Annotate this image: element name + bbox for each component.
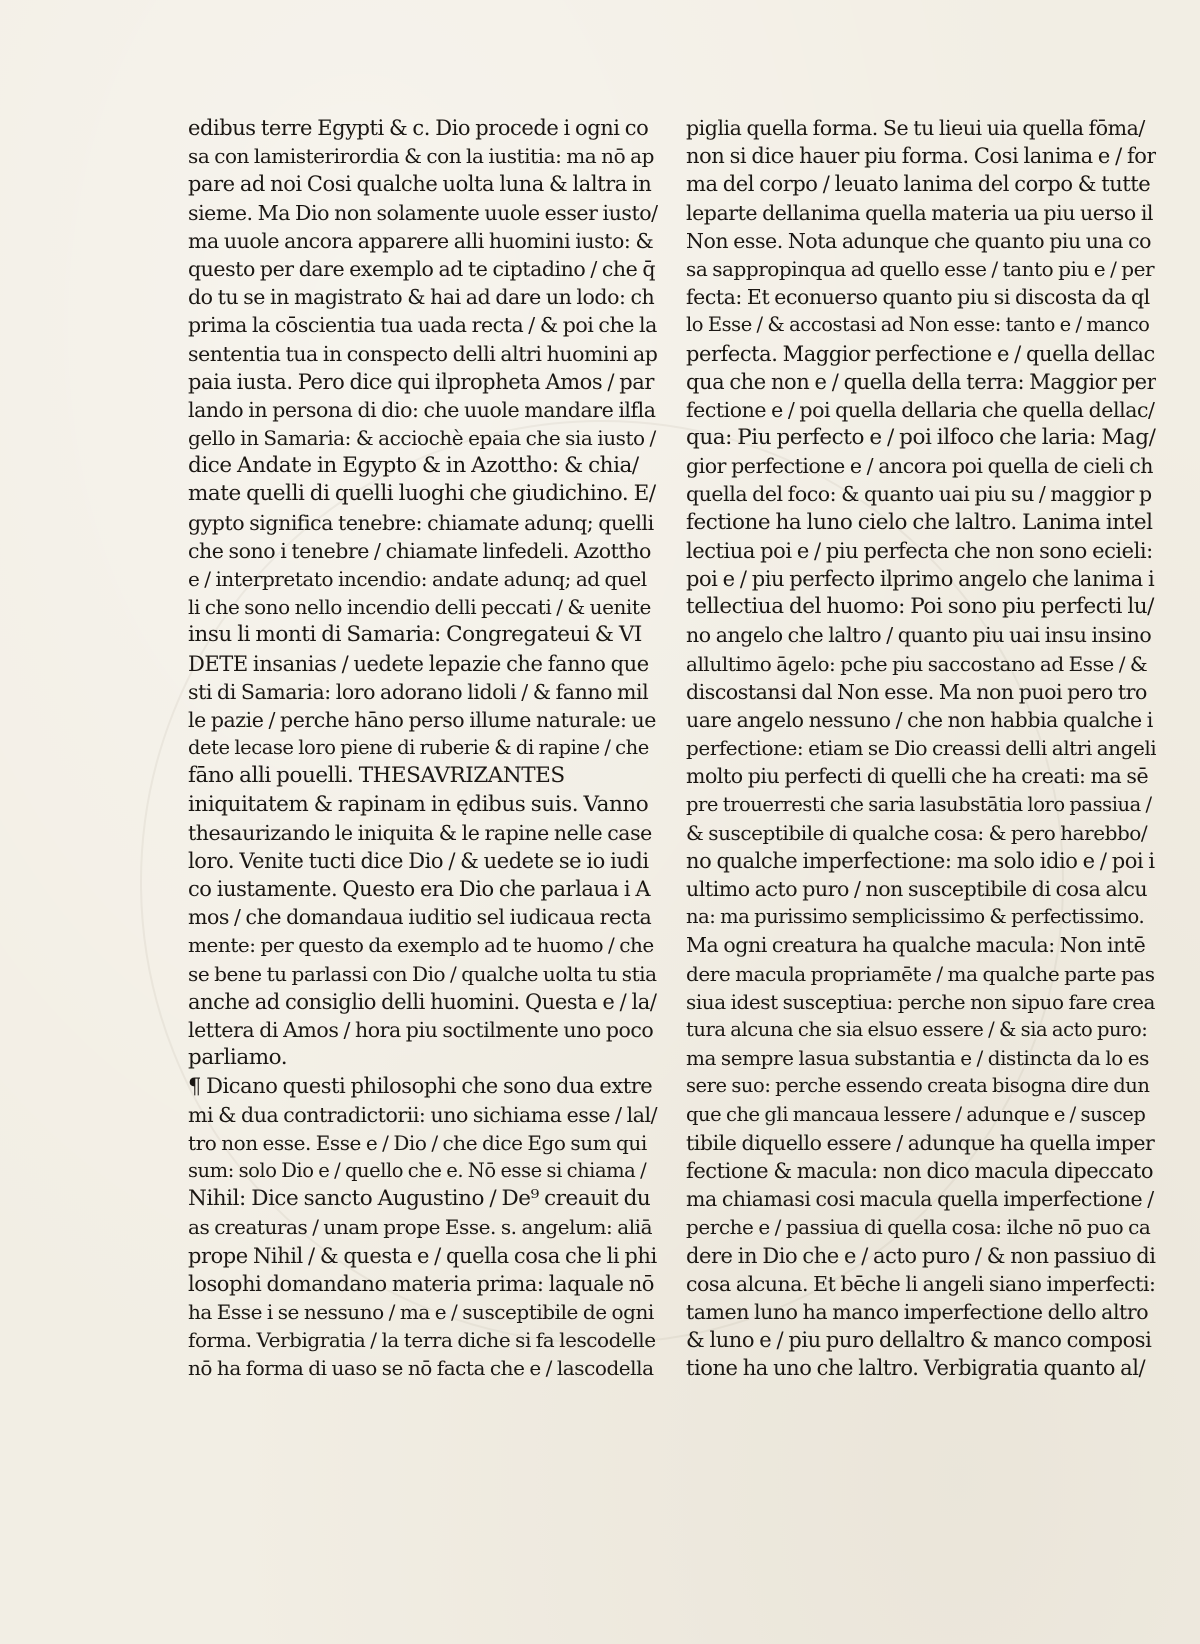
- text-line: no qualche imperfectione: ma solo idio e / poi i: [686, 848, 1155, 873]
- text-line: loro. Venite tucti dice Dio / & uedete se io iudi: [188, 848, 649, 873]
- text-line: insu li monti di Samaria: Congregateui & VI: [188, 622, 642, 648]
- text-line: ma chiamasi cosi macula quella imperfectione /: [686, 1187, 1154, 1212]
- text-line: e / interpretato incendio: andate adunq; ad quel: [188, 567, 647, 591]
- text-line: piglia quella forma. Se tu lieui uia quella fōma/: [686, 116, 1145, 140]
- text-line: perche e / passiua di quella cosa: ilche nō puo ca: [686, 1215, 1151, 1240]
- text-line: na: ma purissimo semplicissimo & perfectissimo.: [686, 905, 1145, 929]
- text-line: sa con lamisterirordia & con la iustitia: ma nō ap: [188, 144, 654, 169]
- text-line: co iustamente. Questo era Dio che parlaua i A: [188, 877, 651, 902]
- text-line: fecta: Et econuerso quanto piu si discosta da ql: [686, 285, 1150, 310]
- text-line: poi e / piu perfecto ilprimo angelo che lanima i: [686, 567, 1155, 591]
- text-line: gypto significa tenebre: chiamate adunq; quelli: [188, 510, 654, 535]
- text-line: tibile diquello essere / adunque ha quella imper: [686, 1130, 1155, 1155]
- text-line: iniquitatem & rapinam in ędibus suis. Vanno: [188, 791, 649, 817]
- text-line: losophi domandano materia prima: laquale nō: [188, 1271, 654, 1296]
- text-line: lettera di Amos / hora piu soctilmente uno poco: [188, 1018, 654, 1042]
- text-line: fectione e / poi quella dellaria che quella dellac/: [686, 397, 1155, 422]
- text-line: mente: per questo da exemplo ad te huomo / che: [188, 933, 654, 958]
- text-line: prima la cōscientia tua uada recta / & poi che la: [188, 313, 657, 338]
- text-line: do tu se in magistrato & hai ad dare un lodo: ch: [188, 285, 655, 310]
- text-line: molto piu perfecti di quelli che ha creati: ma sē: [686, 764, 1149, 789]
- text-line: discostansi dal Non esse. Ma non puoi pero tro: [686, 679, 1147, 704]
- text-line: fectione & macula: non dico macula dipeccato: [686, 1158, 1154, 1183]
- text-line: mate quelli di quelli luoghi che giudichino. E/: [188, 481, 656, 507]
- text-line: fectione ha luno cielo che laltro. Lanima intel: [686, 509, 1153, 535]
- text-line: dice Andate in Egypto & in Azottho: & chia/: [188, 453, 639, 479]
- text-line: thesaurizando le iniquita & le rapine nelle case: [188, 820, 652, 845]
- text-line: lo Esse / & accostasi ad Non esse: tanto e / manco: [686, 313, 1150, 337]
- text-line: sum: solo Dio e / quello che e. Nō esse si chiama /: [188, 1158, 647, 1182]
- text-line: ultimo acto puro / non susceptibile di cosa alcu: [686, 877, 1148, 902]
- text-line: leparte dellanima quella materia ua piu uerso il: [686, 200, 1154, 225]
- text-line: & luno e / piu puro dellaltro & manco composi: [686, 1328, 1152, 1353]
- text-line: lando in persona di dio: che uuole mandare ilfla: [188, 397, 656, 422]
- text-line: ma del corpo / leuato lanima del corpo & tutte: [686, 172, 1151, 197]
- text-line: prope Nihil / & questa e / quella cosa che li phi: [188, 1243, 657, 1268]
- text-line: tamen luno ha manco imperfectione dello altro: [686, 1299, 1149, 1324]
- text-line: uare angelo nessuno / che non habbia qualche i: [686, 707, 1153, 732]
- text-line: parliamo.: [188, 1045, 288, 1071]
- text-line: ma sempre lasua substantia e / distincta da lo es: [686, 1046, 1149, 1071]
- text-line: sti di Samaria: loro adorano lidoli / & fanno mil: [188, 679, 649, 704]
- text-line: li che sono nello incendio delli peccati / & uenite: [188, 595, 651, 620]
- text-line: forma. Verbigratia / la terra diche si fa lescodelle: [188, 1328, 656, 1353]
- left-text-column: [188, 114, 658, 1382]
- text-line: ha Esse i se nessuno / ma e / susceptibile de ogni: [188, 1299, 654, 1324]
- text-line: tellectiua del huomo: Poi sono piu perfecti lu/: [686, 594, 1154, 620]
- text-line: pare ad noi Cosi qualche uolta luna & laltra in: [188, 172, 652, 197]
- text-line: qua: Piu perfecto e / poi ilfoco che laria: Mag/: [686, 425, 1156, 451]
- text-line: & susceptibile di qualche cosa: & pero harebbo/: [686, 820, 1148, 845]
- text-line: Nihil: Dice sancto Augustino / De⁹ creauit du: [188, 1186, 651, 1212]
- text-line: tura alcuna che sia elsuo essere / & sia acto puro:: [686, 1018, 1148, 1041]
- text-line: tro non esse. Esse e / Dio / che dice Ego sum qui: [188, 1130, 647, 1155]
- text-line: DETE insanias / uedete lepazie che fanno que: [188, 651, 649, 676]
- text-line: pre trouerresti che saria lasubstātia loro passiua /: [686, 792, 1152, 816]
- text-line: nō ha forma di uaso se nō facta che e / lascodella: [188, 1356, 654, 1381]
- text-line: qua che non e / quella della terra: Maggior per: [686, 369, 1156, 394]
- text-line: ma uuole ancora apparere alli huomini iusto: &: [188, 228, 654, 253]
- text-line: se bene tu parlassi con Dio / qualche uolta tu stia: [188, 961, 657, 986]
- text-line: que che gli mancaua lessere / adunque e / suscep: [686, 1102, 1146, 1126]
- text-line: sere suo: perche essendo creata bisogna dire dun: [686, 1074, 1150, 1098]
- text-line: Non esse. Nota adunque che quanto piu una co: [686, 228, 1152, 253]
- text-line: as creaturas / unam prope Esse. s. angelum: aliā: [188, 1215, 653, 1240]
- text-line: Ma ogni creatura ha qualche macula: Non intē: [686, 933, 1146, 958]
- text-line: sententia tua in conspecto delli altri huomini ap: [188, 341, 658, 366]
- text-line: ¶ Dicano questi philosophi che sono dua extre: [188, 1074, 653, 1099]
- text-line: sieme. Ma Dio non solamente uuole esser iusto/: [188, 200, 658, 225]
- text-line: siua idest susceptiua: perche non sipuo fare crea: [686, 989, 1156, 1014]
- text-line: cosa alcuna. Et bēche li angeli siano imperfecti:: [686, 1271, 1156, 1296]
- right-text-column: [686, 114, 1156, 1382]
- text-line: gior perfectione e / ancora poi quella de cieli ch: [686, 454, 1154, 479]
- text-line: mos / che domandaua iuditio sel iudicaua recta: [188, 905, 652, 930]
- text-line: perfectione: etiam se Dio creassi delli altri angeli: [686, 736, 1156, 761]
- text-line: quella del foco: & quanto uai piu su / maggior p: [686, 482, 1152, 507]
- text-line: non si dice hauer piu forma. Cosi lanima e / for: [686, 144, 1156, 169]
- text-line: tione ha uno che laltro. Verbigratia quanto al/: [686, 1356, 1146, 1381]
- text-line: paia iusta. Pero dice qui ilpropheta Amos / par: [188, 369, 654, 394]
- text-line: mi & dua contradictorii: uno sichiama esse / lal/: [188, 1102, 658, 1127]
- text-line: sa sappropinqua ad quello esse / tanto piu e / per: [686, 256, 1155, 281]
- text-line: allultimo āgelo: pche piu saccostano ad Esse / &: [686, 651, 1148, 676]
- text-line: questo per dare exemplo ad te ciptadino / che q̄: [188, 256, 656, 281]
- text-line: fāno alli pouelli. THESAVRIZANTES: [188, 763, 565, 789]
- text-line: perfecta. Maggior perfectione e / quella dellac: [686, 341, 1155, 366]
- text-line: anche ad consiglio delli huomini. Questa e / la/: [188, 989, 657, 1014]
- text-line: dere in Dio che e / acto puro / & non passiuo di: [686, 1243, 1156, 1268]
- text-line: lectiua poi e / piu perfecta che non sono ecieli:: [686, 538, 1153, 563]
- text-line: dete lecase loro piene di ruberie & di rapine / che: [188, 736, 649, 760]
- text-line: che sono i tenebre / chiamate linfedeli. Azottho: [188, 538, 651, 563]
- text-line: dere macula propriamēte / ma qualche parte pas: [686, 961, 1155, 986]
- text-line: edibus terre Egypti & c. Dio procede i ogni co: [188, 116, 649, 140]
- text-line: gello in Samaria: & acciochè epaia che sia iusto /: [188, 426, 656, 451]
- text-line: no angelo che laltro / quanto piu uai insu insino: [686, 623, 1152, 648]
- text-line: le pazie / perche hāno perso illume naturale: ue: [188, 707, 656, 732]
